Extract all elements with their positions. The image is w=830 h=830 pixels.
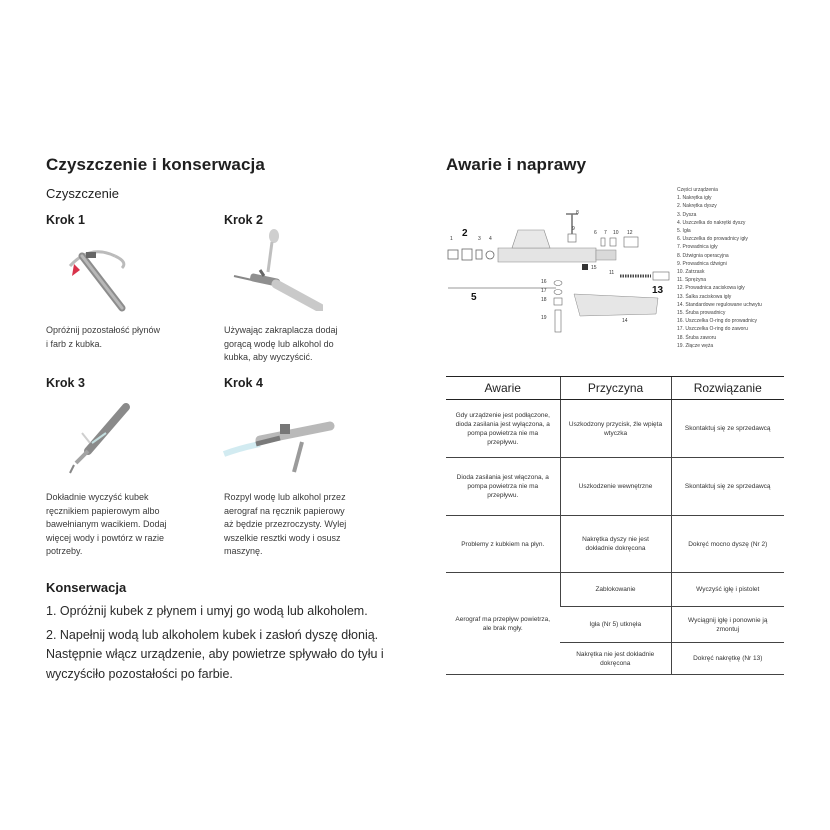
step-3-text: Dokładnie wyczyść kubek ręcznikiem papierowym albo bawełnianym wacikiem. Dodaj więcej wody i powtórz w razie potrzeby. <box>46 492 167 556</box>
column-header-solution: Rozwiązanie <box>671 377 784 400</box>
table-row <box>446 400 784 458</box>
faults-table <box>446 376 784 675</box>
section-title-cleaning: Czyszczenie i konserwacja <box>46 155 265 174</box>
airbrush-swab-cleaning-illustration <box>62 403 132 478</box>
diagram-label-4: 4 <box>489 236 492 242</box>
parts-list-title: Części urządzenia <box>677 187 718 193</box>
step-3-title: Krok 3 <box>46 376 85 390</box>
airbrush-dropper-illustration <box>228 226 323 311</box>
cause-cell: Igła (Nr 5) utknęła <box>560 607 671 643</box>
cause-cell: Nakrętka nie jest dokładnie dokręcona <box>560 643 671 675</box>
column-header-cause: Przyczyna <box>560 377 671 400</box>
parts-list-item: 1. Nakrętka igły <box>677 195 712 202</box>
step-2-text: Używając zakraplacza dodaj gorącą wodę lub alkohol do kubka, aby wyczyścić. <box>224 325 338 362</box>
parts-list-item: 18. Śruba zaworu <box>677 334 717 341</box>
diagram-label-10: 10 <box>613 230 619 236</box>
cause-cell: Nakrętka dyszy nie jest dokładnie dokręcona <box>560 516 671 573</box>
diagram-label-14: 14 <box>622 318 628 324</box>
diagram-label-8: 8 <box>576 210 579 216</box>
diagram-label-2: 2 <box>462 228 468 239</box>
diagram-label-7: 7 <box>604 230 607 236</box>
column-header-fault: Awarie <box>446 377 560 400</box>
parts-list-item: 10. Zatrzask <box>677 269 705 276</box>
diagram-label-17: 17 <box>541 288 547 294</box>
parts-list-item: 7. Prowadnica igły <box>677 244 718 251</box>
fault-cell: Dioda zasilania jest włączona, a pompa powietrza nie ma przepływu. <box>446 458 560 516</box>
table-row <box>446 573 784 607</box>
diagram-label-18: 18 <box>541 297 547 303</box>
diagram-label-6: 6 <box>594 230 597 236</box>
subsection-title-cleaning: Czyszczenie <box>46 186 119 201</box>
parts-list-item: 13. Śalka zaciskowa igły <box>677 293 732 300</box>
table-header-row <box>446 377 784 400</box>
parts-list-item: 5. Igła <box>677 228 691 235</box>
step-4-text: Rozpyl wodę lub alkohol przez aerograf na ręcznik papierowy aż będzie przezroczysty. Wylej wszelkie resztki wody i osusz maszynę. <box>224 492 347 556</box>
diagram-label-5: 5 <box>471 292 477 303</box>
airbrush-empty-cup-illustration <box>60 236 140 316</box>
parts-list-item: 6. Uszczelka do prowadnicy igły <box>677 236 748 243</box>
airbrush-exploded-diagram <box>446 200 676 345</box>
parts-list-item: 17. Uszczelka O-ring do zaworu <box>677 326 748 333</box>
table-row <box>446 458 784 516</box>
parts-list-item: 12. Prowadnica zaciskowa igły <box>677 285 745 292</box>
diagram-label-1: 1 <box>450 236 453 242</box>
airbrush-spraying-illustration <box>220 402 335 482</box>
diagram-label-9: 9 <box>572 226 575 232</box>
parts-list-item: 2. Nakrętka dyszy <box>677 203 717 210</box>
cause-cell: Uszkodzony przycisk, źle wpięta wtyczka <box>560 400 671 458</box>
solution-cell: Skontaktuj się ze sprzedawcą <box>671 400 784 458</box>
parts-list-item: 16. Uszczelka O-ring do prowadnicy <box>677 318 758 325</box>
fault-cell: Aerograf ma przepływ powietrza, ale brak mgły. <box>446 573 560 675</box>
cause-cell: Uszkodzenie wewnętrzne <box>560 458 671 516</box>
parts-list-item: 4. Uszczelka do nakrętki dyszy <box>677 219 746 226</box>
parts-list-item: 8. Dźwignia operacyjna <box>677 252 729 259</box>
solution-cell: Wyczyść igłę i pistolet <box>671 573 784 607</box>
section-title-repairs: Awarie i naprawy <box>446 155 587 174</box>
step-2-title: Krok 2 <box>224 213 263 227</box>
parts-list-item: 9. Prowadnica dźwigni <box>677 260 727 267</box>
step-4-title: Krok 4 <box>224 376 263 390</box>
parts-list-item: 3. Dysza <box>677 211 697 218</box>
step-1-text: Opróżnij pozostałość płynów i farb z kubka. <box>46 325 161 349</box>
diagram-label-13: 13 <box>652 285 664 296</box>
diagram-label-12: 12 <box>627 230 633 236</box>
diagram-label-16: 16 <box>541 279 547 285</box>
solution-cell: Dokręć mocno dyszę (Nr 2) <box>671 516 784 573</box>
parts-list-item: 19. Złącze węża <box>677 342 714 349</box>
solution-cell: Wyciągnij igłę i ponownie ją zmontuj <box>671 607 784 643</box>
table-row <box>446 516 784 573</box>
fault-cell: Problemy z kubkiem na płyn. <box>446 516 560 573</box>
diagram-label-19: 19 <box>541 315 547 321</box>
step-1-title: Krok 1 <box>46 213 85 227</box>
diagram-label-15: 15 <box>591 265 597 271</box>
fault-cell: Gdy urządzenie jest podłączone, dioda zasilania jest wyłączona, a pompa powietrza nie ma przepływu. <box>446 400 560 458</box>
cause-cell: Zablokowanie <box>560 573 671 607</box>
parts-list-item: 15. Śruba prowadnicy <box>677 310 726 317</box>
solution-cell: Skontaktuj się ze sprzedawcą <box>671 458 784 516</box>
parts-list <box>677 186 762 350</box>
solution-cell: Dokręć nakrętkę (Nr 13) <box>671 643 784 675</box>
parts-list-item: 14. Standardowe regulowane uchwytu <box>677 301 762 308</box>
parts-list-item: 11. Sprężyna <box>677 277 707 284</box>
diagram-label-11: 11 <box>609 270 615 276</box>
maintenance-text: 1. Opróżnij kubek z płynem i umyj go wodą lub alkoholem. 2. Napełnij wodą lub alkoholem kubek i zasłoń dyszę dłonią. Następnie włącz urządzenie, aby powietrze spływało do tyłu i wyczyściło pozostałości po farbie. <box>46 604 384 681</box>
diagram-label-3: 3 <box>478 236 481 242</box>
maintenance-title: Konserwacja <box>46 580 127 595</box>
